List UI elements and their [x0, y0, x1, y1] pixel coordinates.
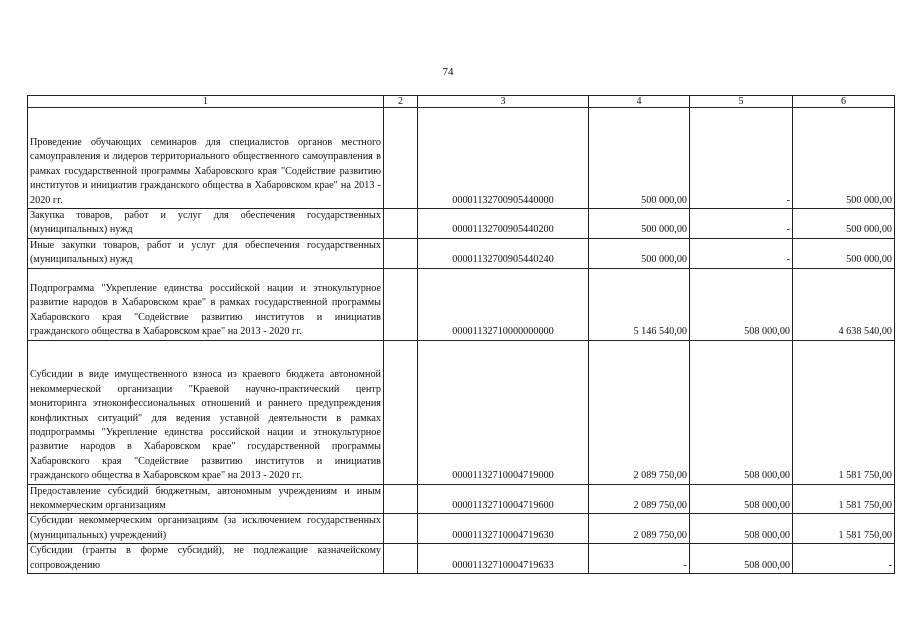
table-row [28, 340, 895, 484]
table-row [28, 108, 895, 209]
row-code-cell: 00001132710004719630 [418, 514, 589, 544]
page-number: 74 [442, 66, 454, 78]
row-col6-cell: 1 581 750,00 [793, 484, 895, 514]
row-col6-cell: 500 000,00 [793, 209, 895, 239]
row-col2-cell [384, 544, 418, 574]
row-name-cell: Субсидии в виде имущественного взноса из краевого бюджета автономной некоммерческой организации "Краевой научно-практический центр мониторинга этноконфессиональных отношений и раннего предупреждения конфликтных ситуаций" для ведения уставной деятельности в рамках подпрограммы "Укрепление единства российской нации и этнокультурное развитие народов в Хабаровском крае" государственной программы Хабаровского края "Содействие развитию институтов и инициатив гражданского общества в Хабаровском крае" на 2013 - 2020 гг. [28, 340, 384, 484]
budget-table-body [28, 96, 895, 574]
row-col4-cell: 500 000,00 [589, 108, 690, 209]
row-col6-cell: 1 581 750,00 [793, 340, 895, 484]
table-row [28, 484, 895, 514]
row-col5-cell: - [690, 209, 793, 239]
row-col4-cell: 2 089 750,00 [589, 340, 690, 484]
row-col5-cell: 508 000,00 [690, 484, 793, 514]
row-name-cell: Закупка товаров, работ и услуг для обеспечения государственных (муниципальных) нужд [28, 209, 384, 239]
row-col6-cell: - [793, 544, 895, 574]
row-name-cell: Субсидии (гранты в форме субсидий), не подлежащие казначейскому сопровождению [28, 544, 384, 574]
table-row [28, 268, 895, 340]
column-header-2: 2 [384, 96, 418, 108]
row-name-cell: Иные закупки товаров, работ и услуг для обеспечения государственных (муниципальных) нужд [28, 238, 384, 268]
row-code-cell: 00001132710000000000 [418, 268, 589, 340]
row-col2-cell [384, 514, 418, 544]
table-row [28, 514, 895, 544]
row-col2-cell [384, 268, 418, 340]
row-col2-cell [384, 340, 418, 484]
table-header-row [28, 96, 895, 108]
row-code-cell: 00001132700905440000 [418, 108, 589, 209]
row-code-cell: 00001132710004719633 [418, 544, 589, 574]
row-col4-cell: 5 146 540,00 [589, 268, 690, 340]
row-col2-cell [384, 484, 418, 514]
row-name-cell: Субсидии некоммерческим организациям (за исключением государственных (муниципальных) учреждений) [28, 514, 384, 544]
row-col2-cell [384, 108, 418, 209]
budget-table [27, 95, 895, 574]
column-header-6: 6 [793, 96, 895, 108]
row-name-cell: Предоставление субсидий бюджетным, автономным учреждениям и иным некоммерческим организациям [28, 484, 384, 514]
table-row [28, 238, 895, 268]
row-col6-cell: 500 000,00 [793, 108, 895, 209]
row-col2-cell [384, 209, 418, 239]
row-col5-cell: - [690, 108, 793, 209]
row-code-cell: 00001132700905440200 [418, 209, 589, 239]
row-code-cell: 00001132710004719000 [418, 340, 589, 484]
column-header-4: 4 [589, 96, 690, 108]
row-name-cell: Подпрограмма "Укрепление единства российской нации и этнокультурное развитие народов в Хабаровском крае" в рамках государственной программы Хабаровского края "Содействие развитию институтов и инициатив гражданского общества в Хабаровском крае" на 2013 - 2020 гг. [28, 268, 384, 340]
row-col2-cell [384, 238, 418, 268]
row-col4-cell: 2 089 750,00 [589, 514, 690, 544]
row-col6-cell: 1 581 750,00 [793, 514, 895, 544]
row-col5-cell: 508 000,00 [690, 544, 793, 574]
column-header-1: 1 [28, 96, 384, 108]
row-col6-cell: 4 638 540,00 [793, 268, 895, 340]
row-col4-cell: - [589, 544, 690, 574]
table-row [28, 209, 895, 239]
table-row [28, 544, 895, 574]
column-header-3: 3 [418, 96, 589, 108]
row-col5-cell: - [690, 238, 793, 268]
row-col5-cell: 508 000,00 [690, 268, 793, 340]
row-col4-cell: 500 000,00 [589, 209, 690, 239]
row-col4-cell: 500 000,00 [589, 238, 690, 268]
row-col6-cell: 500 000,00 [793, 238, 895, 268]
row-code-cell: 00001132710004719600 [418, 484, 589, 514]
row-code-cell: 00001132700905440240 [418, 238, 589, 268]
row-col5-cell: 508 000,00 [690, 514, 793, 544]
row-col4-cell: 2 089 750,00 [589, 484, 690, 514]
row-col5-cell: 508 000,00 [690, 340, 793, 484]
column-header-5: 5 [690, 96, 793, 108]
row-name-cell: Проведение обучающих семинаров для специалистов органов местного самоуправления и лидеров территориального общественного самоуправления в рамках государственной программы Хабаровского края "Содействие развитию институтов и инициатив гражданского общества в Хабаровском крае" на 2013 - 2020 гг. [28, 108, 384, 209]
